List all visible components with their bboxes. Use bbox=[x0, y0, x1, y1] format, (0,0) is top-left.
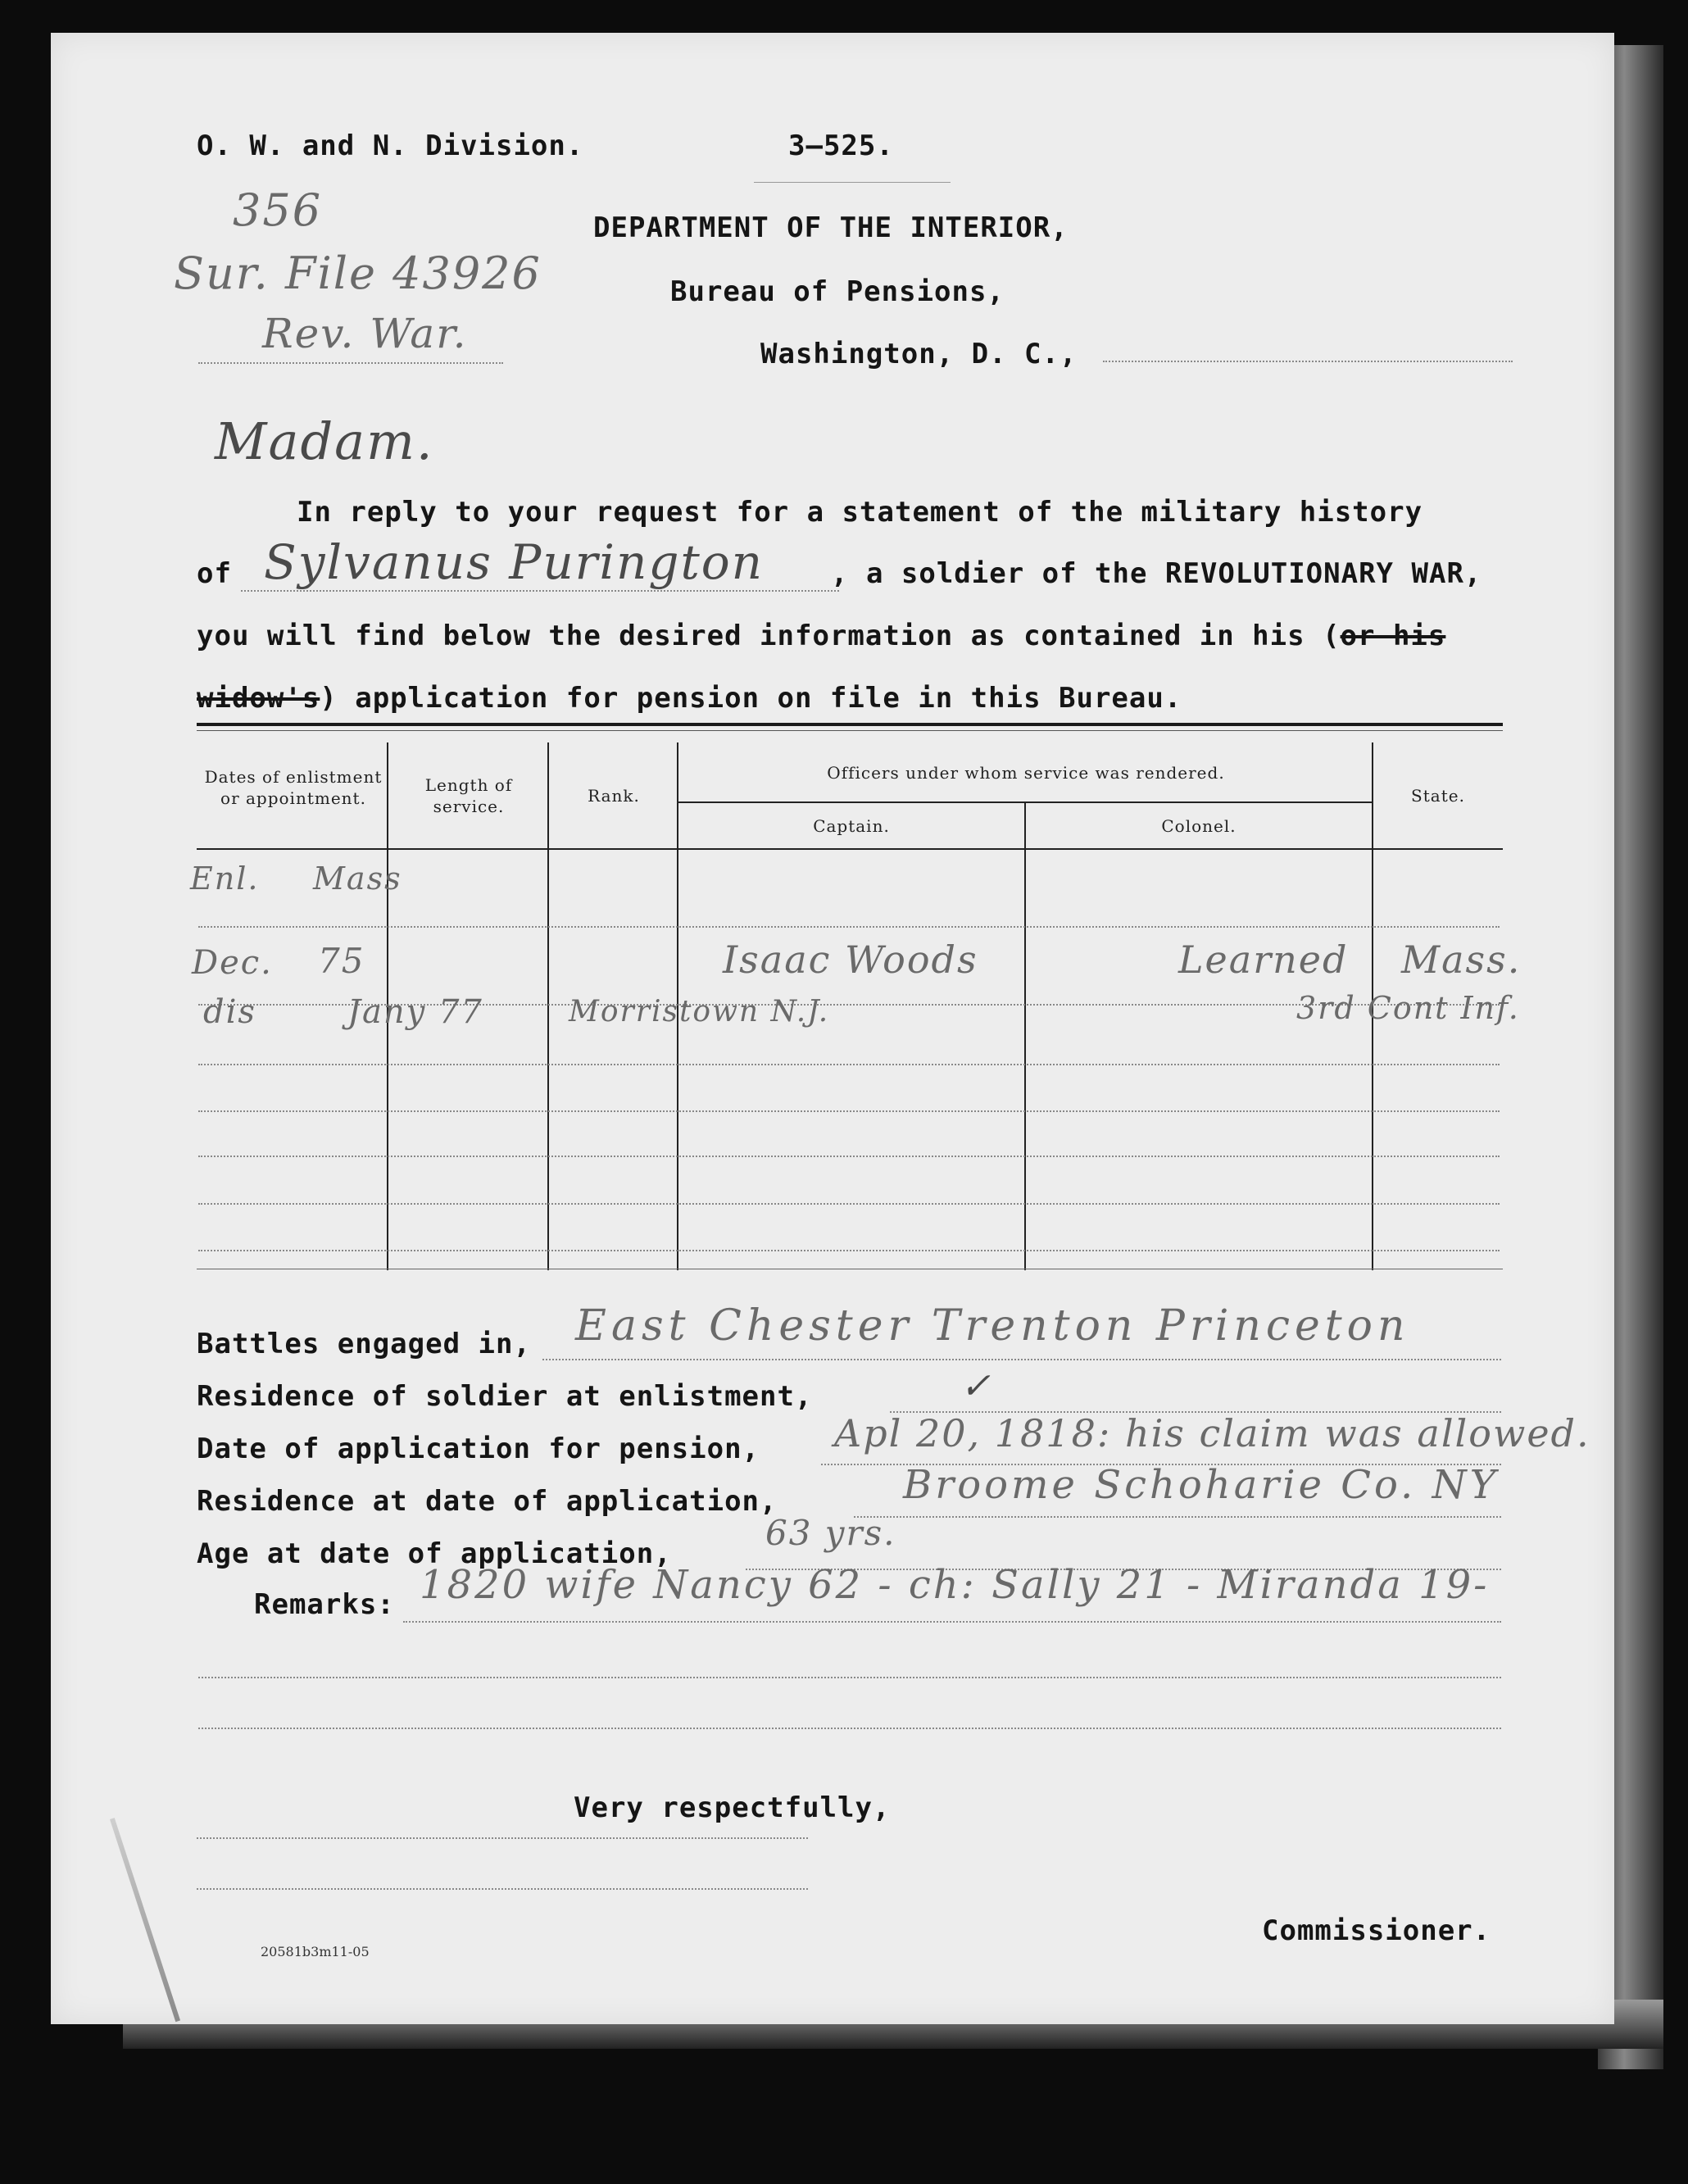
entry-regiment: 3rd Cont Inf. bbox=[1296, 990, 1520, 1026]
table-top-rule bbox=[197, 723, 1503, 726]
battles-value: East Chester Trenton Princeton bbox=[575, 1301, 1410, 1351]
date-app-value: Apl 20, 1818: his claim was allowed. bbox=[834, 1411, 1590, 1455]
header-length bbox=[393, 774, 544, 817]
header-dates-text: Dates of enlistment or appointment. bbox=[204, 767, 383, 808]
battles-line bbox=[542, 1359, 1501, 1360]
residence-app-value: Broome Schoharie Co. NY bbox=[903, 1462, 1500, 1508]
war-note: Rev. War. bbox=[262, 310, 468, 357]
struck-widows: widow's bbox=[197, 682, 320, 715]
sur-file-note: Sur. File 43926 bbox=[174, 247, 542, 299]
table-row-line bbox=[198, 1110, 1500, 1112]
remarks-value: 1820 wife Nancy 62 - ch: Sally 21 - Miranda 19- bbox=[420, 1562, 1490, 1608]
file-number-note: 356 bbox=[233, 184, 323, 236]
header-length-text: Length of service. bbox=[424, 775, 513, 816]
entry-dis: dis bbox=[203, 993, 256, 1031]
age-label: Age at date of application, bbox=[197, 1537, 672, 1570]
letter-line-2-suffix: , a soldier of the REVOLUTIONARY WAR, bbox=[831, 557, 1482, 590]
header-state: State. bbox=[1411, 786, 1465, 806]
officers-subheader-rule bbox=[678, 801, 1372, 803]
table-row-line bbox=[198, 1203, 1500, 1205]
battles-label: Battles engaged in, bbox=[197, 1328, 531, 1360]
bureau-title: Bureau of Pensions, bbox=[670, 275, 1005, 308]
table-col-divider-4 bbox=[1024, 801, 1026, 1270]
salutation: Madam. bbox=[215, 411, 434, 471]
signature-line-1 bbox=[197, 1837, 808, 1839]
document-page bbox=[51, 33, 1614, 2024]
header-colonel: Colonel. bbox=[1161, 816, 1237, 836]
entry-enl-state: Mass bbox=[313, 860, 402, 897]
header-rank: Rank. bbox=[588, 786, 640, 806]
city-line: Washington, D. C., bbox=[760, 338, 1078, 370]
letter-line-4-text: ) application for pension on file in this Bureau. bbox=[320, 682, 1182, 715]
table-row-line bbox=[198, 1156, 1500, 1157]
name-line bbox=[241, 590, 839, 592]
soldier-name: Sylvanus Purington bbox=[264, 534, 765, 590]
header-dates bbox=[203, 766, 383, 809]
age-value: 63 yrs. bbox=[765, 1513, 896, 1553]
remarks-line bbox=[403, 1621, 1501, 1623]
form-number: 3—525. bbox=[788, 129, 894, 162]
remarks-line-3 bbox=[198, 1728, 1501, 1729]
table-col-divider-2 bbox=[547, 742, 549, 1270]
entry-captain: Isaac Woods bbox=[723, 938, 978, 982]
remarks-line-2 bbox=[198, 1677, 1501, 1678]
entry-state: Mass. bbox=[1401, 938, 1522, 982]
division-label: O. W. and N. Division. bbox=[197, 129, 584, 162]
residence-app-line bbox=[854, 1516, 1501, 1518]
letter-line-3 bbox=[197, 620, 1445, 652]
table-top-rule-thin bbox=[197, 730, 1503, 731]
print-code: 20581b3m11-05 bbox=[261, 1944, 370, 1959]
letter-line-1: In reply to your request for a statement of the military history bbox=[297, 496, 1423, 529]
letter-of: of bbox=[197, 557, 232, 590]
letter-line-4 bbox=[197, 682, 1182, 715]
entry-colonel: Learned bbox=[1178, 938, 1349, 982]
residence-label: Residence of soldier at enlistment, bbox=[197, 1380, 813, 1413]
entry-place: Morristown N.J. bbox=[569, 995, 830, 1028]
residence-checkmark: ✓ bbox=[960, 1365, 992, 1407]
table-row-line bbox=[198, 926, 1500, 928]
sign-off: Very respectfully, bbox=[574, 1791, 891, 1824]
entry-dec: Dec. bbox=[192, 944, 273, 982]
file-note-line bbox=[198, 362, 503, 364]
department-title: DEPARTMENT OF THE INTERIOR, bbox=[593, 211, 1069, 244]
commissioner-title: Commissioner. bbox=[1262, 1914, 1491, 1947]
struck-or-his: or his bbox=[1340, 620, 1446, 652]
form-number-rule bbox=[754, 182, 951, 183]
entry-enl: Enl. bbox=[190, 860, 260, 897]
table-row-line bbox=[198, 1064, 1500, 1065]
date-app-label: Date of application for pension, bbox=[197, 1433, 760, 1465]
entry-jany-77: Jany 77 bbox=[347, 993, 483, 1031]
table-header-rule bbox=[197, 848, 1503, 850]
date-line bbox=[1103, 361, 1513, 362]
entry-year-75: 75 bbox=[318, 941, 365, 981]
remarks-label: Remarks: bbox=[254, 1588, 395, 1621]
residence-app-label: Residence at date of application, bbox=[197, 1485, 778, 1518]
letter-line-3-text: you will find below the desired information as contained in his ( bbox=[197, 620, 1341, 652]
page-fold-crease bbox=[110, 1818, 180, 2022]
header-officers: Officers under whom service was rendered. bbox=[827, 763, 1225, 783]
header-captain: Captain. bbox=[813, 816, 890, 836]
table-row-line bbox=[198, 1250, 1500, 1251]
signature-line-2 bbox=[197, 1888, 808, 1890]
